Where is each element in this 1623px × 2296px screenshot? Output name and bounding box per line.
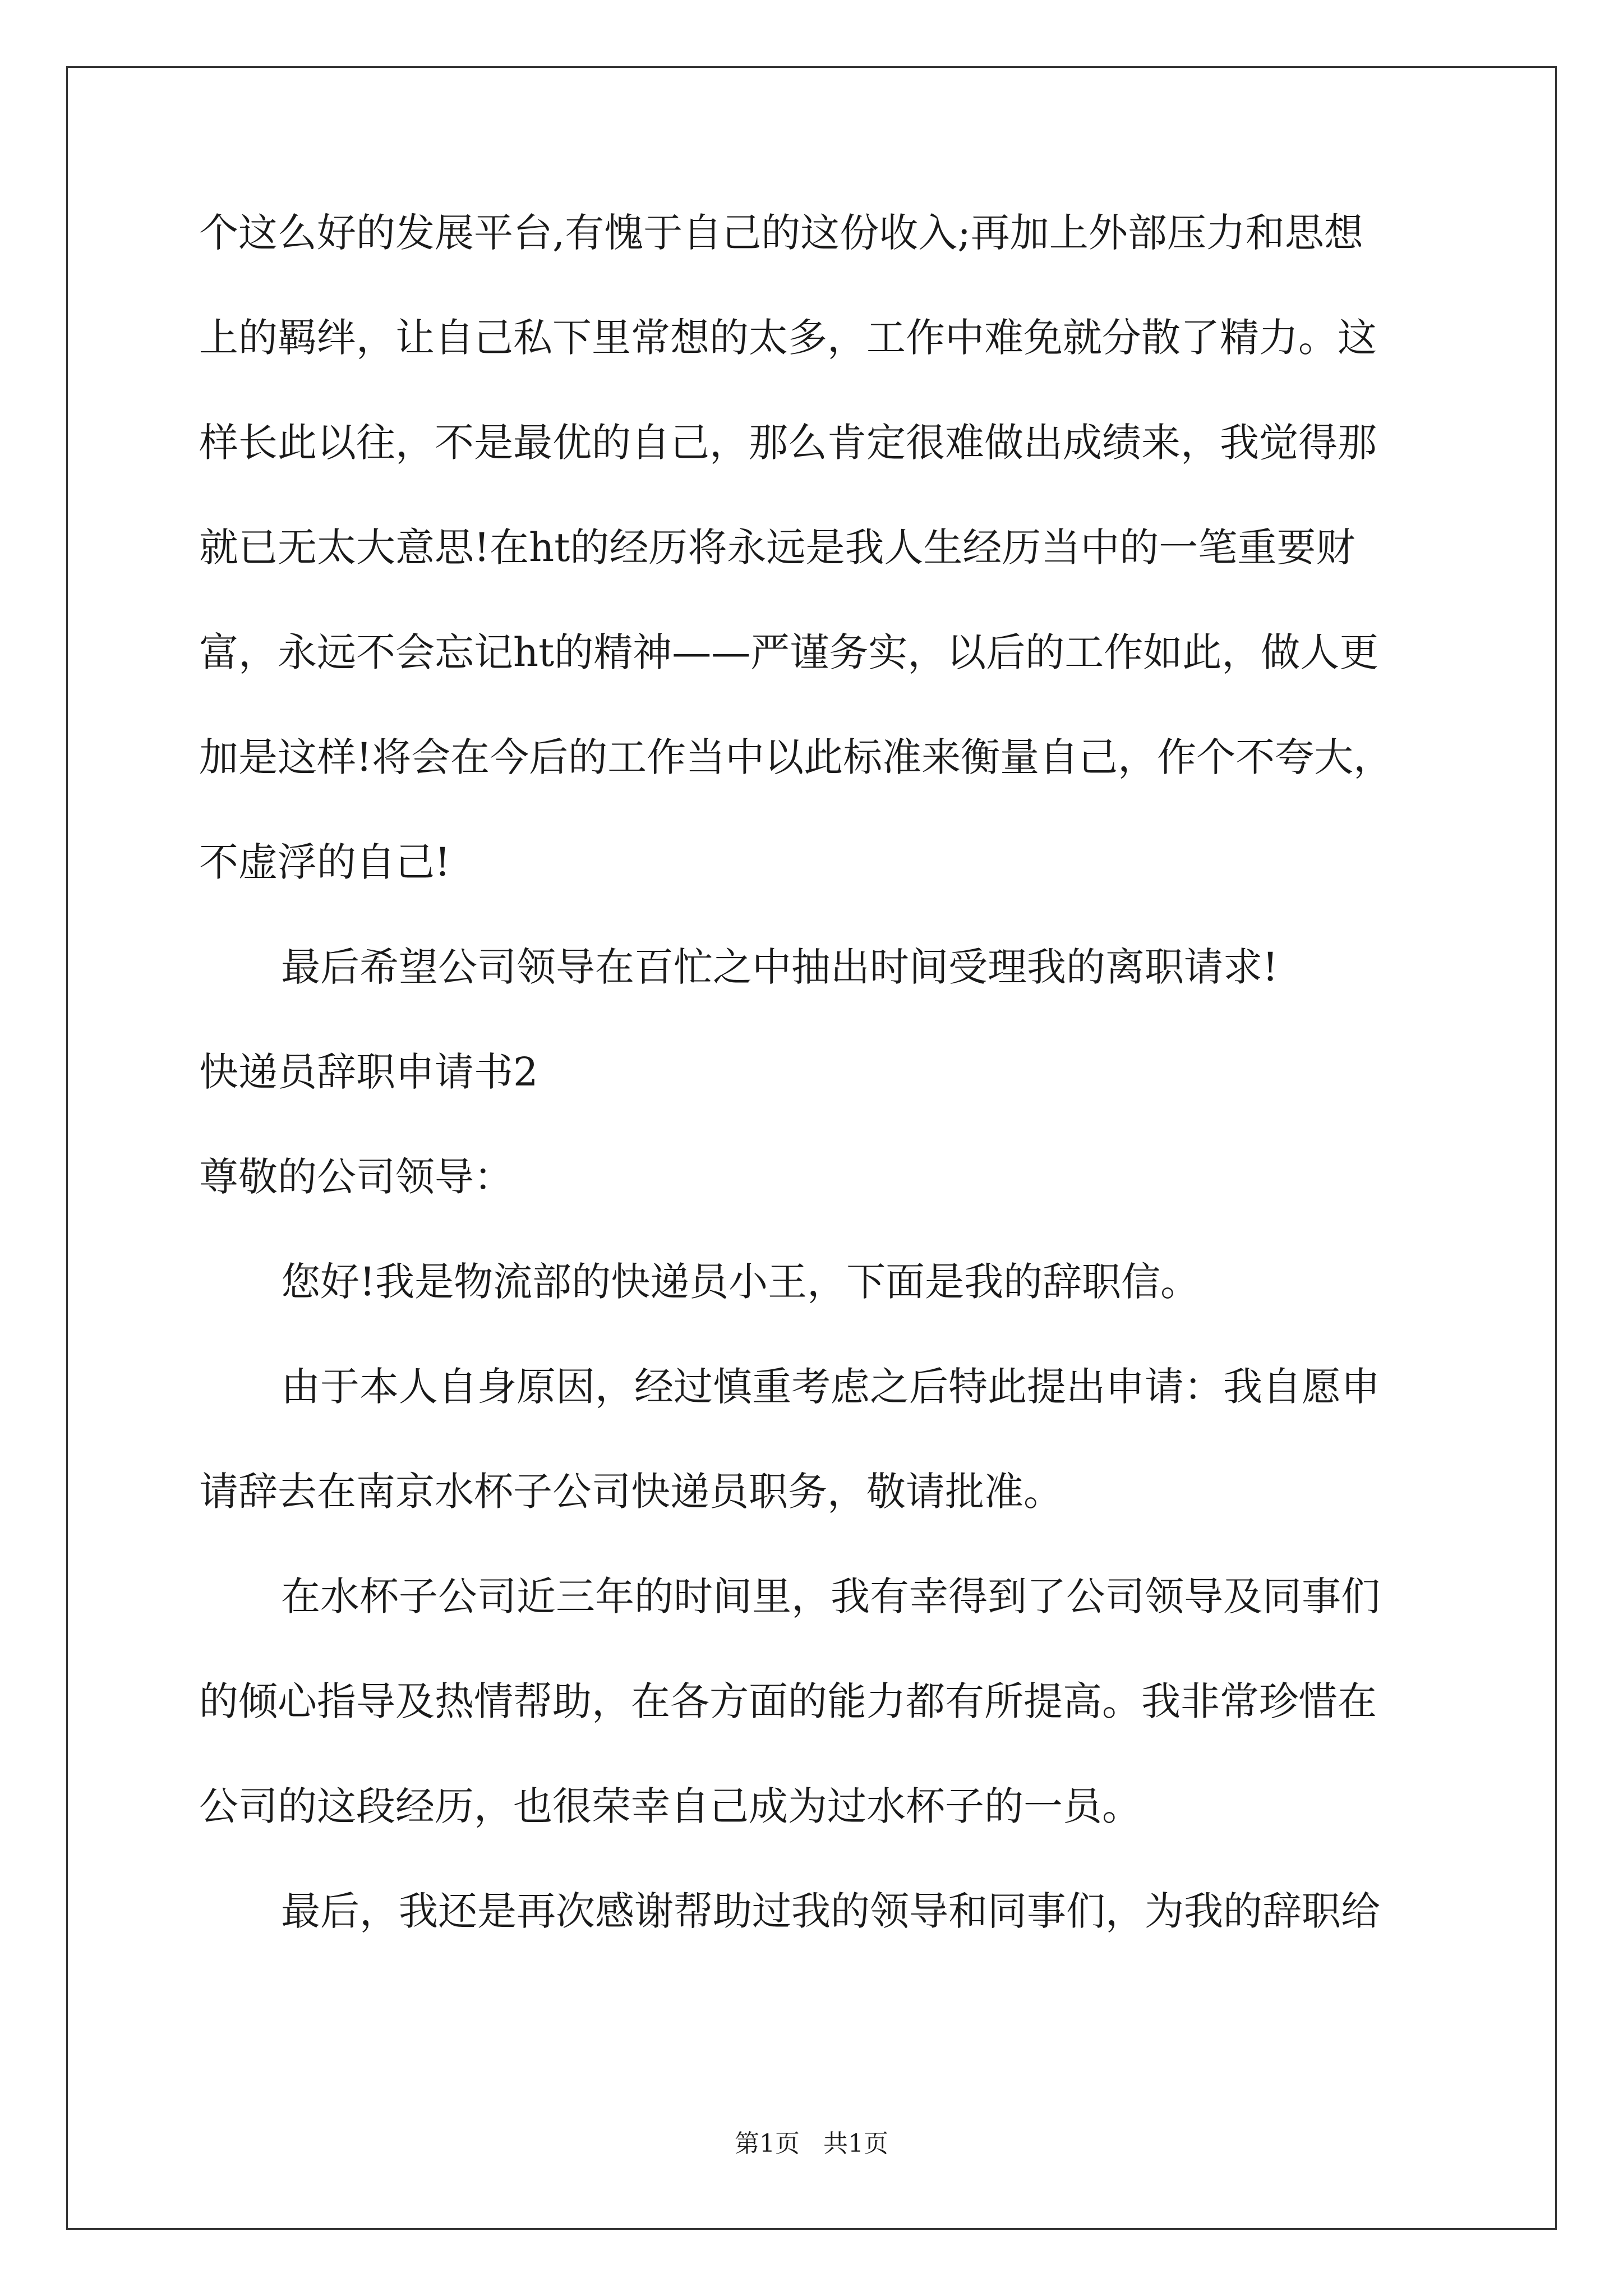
text-line: 在水杯子公司近三年的时间里，我有幸得到了公司领导及同事们 (281, 1573, 1380, 1619)
text-line: 样长此以往，不是最优的自己，那么肯定很难做出成绩来，我觉得那 (199, 420, 1377, 466)
text-line: 加是这样!将会在今后的工作当中以此标准来衡量自己，作个不夸大， (199, 734, 1393, 780)
text-line: 就已无太大意思!在ht的经历将永远是我人生经历当中的一笔重要财 (199, 524, 1355, 570)
page-footer: 第1页 共1页 (735, 2129, 888, 2158)
text-line: 上的羁绊，让自己私下里常想的太多，工作中难免就分散了精力。这 (199, 315, 1377, 361)
text-line: 公司的这段经历，也很荣幸自己成为过水杯子的一员。 (199, 1783, 1141, 1829)
text-line: 不虚浮的自己! (199, 839, 451, 885)
text-line: 请辞去在南京水杯子公司快递员职务，敬请批准。 (199, 1469, 1063, 1515)
text-line: 最后希望公司领导在百忙之中抽出时间受理我的离职请求! (281, 944, 1279, 990)
text-line: 富，永远不会忘记ht的精神——严谨务实，以后的工作如此，做人更 (199, 629, 1379, 675)
text-line: 您好!我是物流部的快递员小王，下面是我的辞职信。 (281, 1259, 1200, 1305)
text-line: 个这么好的发展平台,有愧于自己的这份收入;再加上外部压力和思想 (199, 210, 1363, 256)
section-heading: 快递员辞职申请书2 (199, 1049, 538, 1095)
text-line: 最后，我还是再次感谢帮助过我的领导和同事们，为我的辞职给 (281, 1888, 1380, 1934)
text-line: 的倾心指导及热情帮助，在各方面的能力都有所提高。我非常珍惜在 (199, 1678, 1377, 1724)
salutation: 尊敬的公司领导： (199, 1154, 513, 1200)
text-line: 由于本人自身原因，经过慎重考虑之后特此提出申请：我自愿申 (281, 1364, 1380, 1410)
